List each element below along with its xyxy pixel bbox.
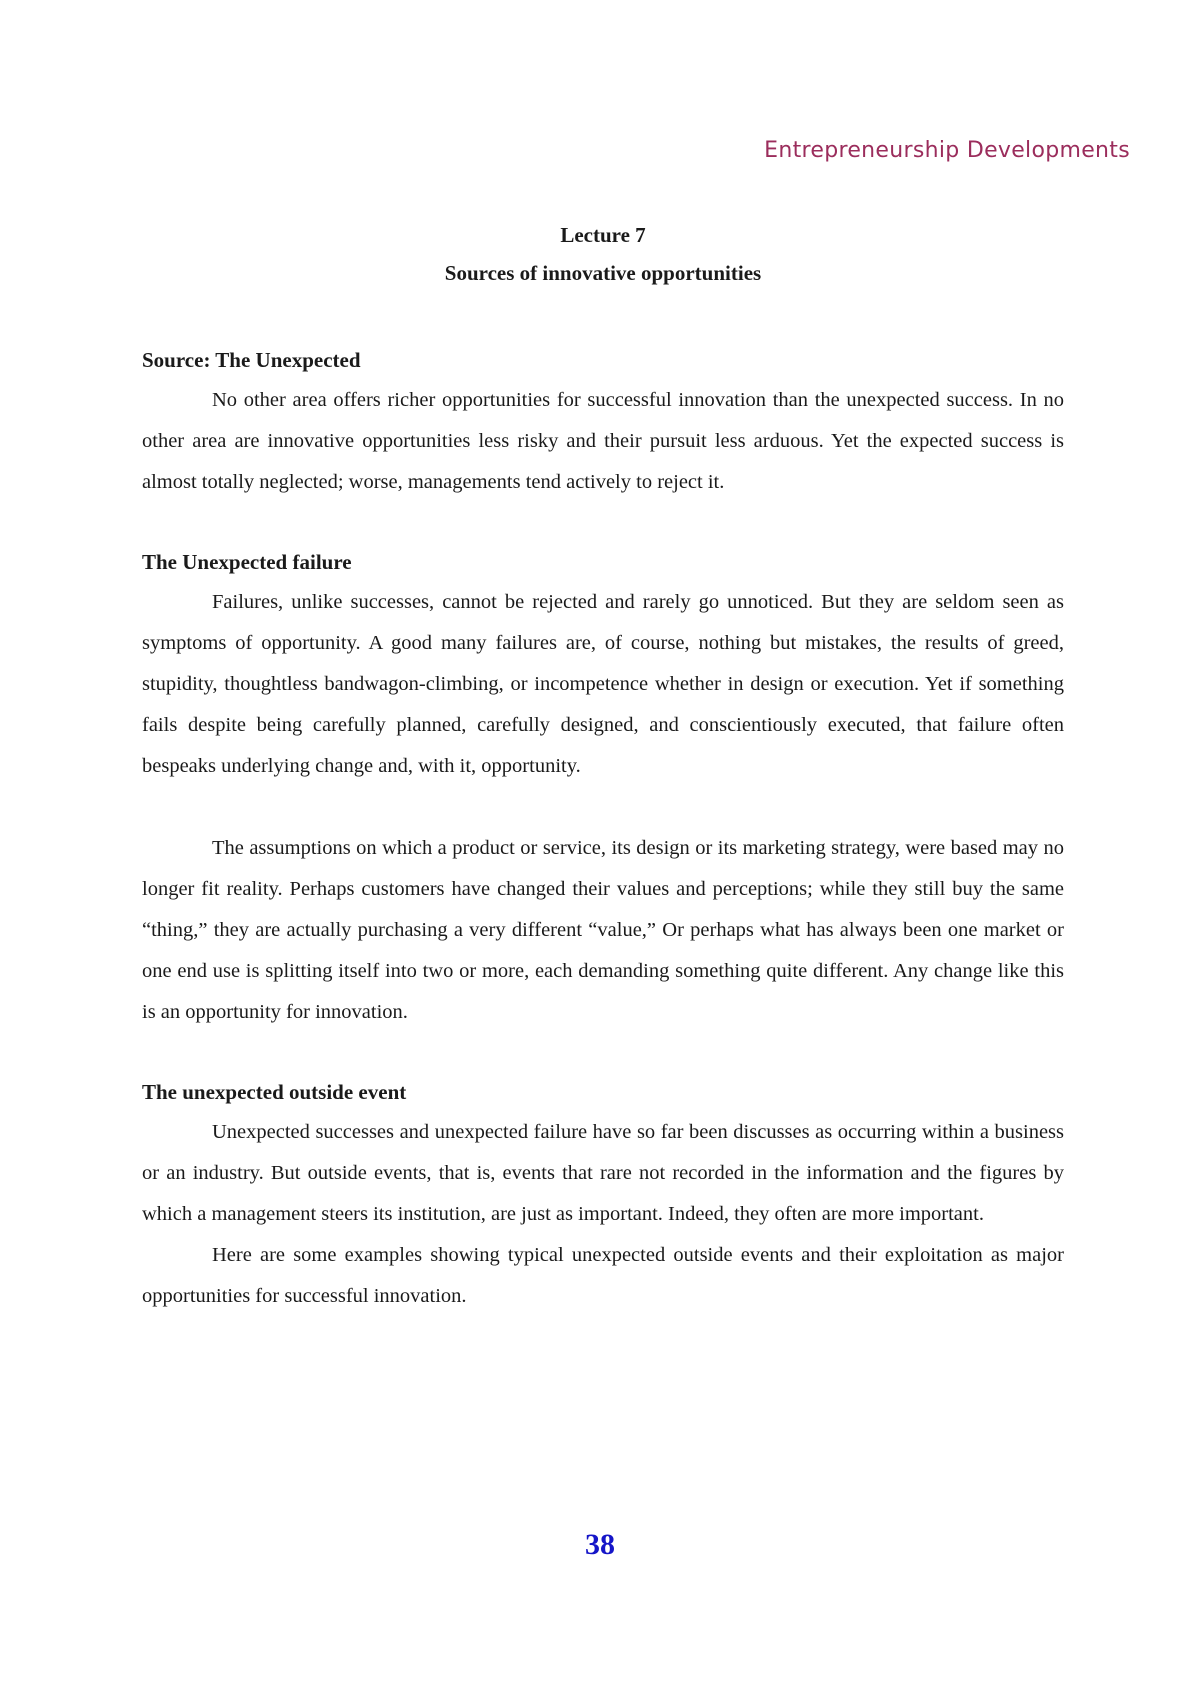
paragraph: No other area offers richer opportunities for successful innovation than the unexpected success. In no other area are innovative opportunities less risky and their pursuit less arduous. Yet the expected success is almost totally neglected; worse, managements tend actively to reject it. <box>142 389 1064 493</box>
section-heading: Source: The Unexpected <box>142 348 361 372</box>
section-heading: The Unexpected failure <box>142 550 352 575</box>
spacer <box>142 786 1064 828</box>
paragraph: Unexpected successes and unexpected failure have so far been discusses as occurring within a business or an industry. But outside events, that is, events that rare not recorded in the information and the figures by which a management steers its institution, are just as important. Indeed, they often are more important. <box>142 1121 1064 1225</box>
spacer <box>142 502 1064 542</box>
section-heading: The unexpected outside event <box>142 1080 407 1105</box>
section-unexpected <box>142 340 1064 502</box>
lecture-title: Sources of innovative opportunities <box>444 261 762 285</box>
paragraph: The assumptions on which a product or service, its design or its marketing strategy, were based may no longer fit reality. Perhaps customers have changed their values and perceptions; while they still buy the same “thing,” they are actually purchasing a very different “value,” Or perhaps what has always been one market or one end use is splitting itself into two or more, each demanding something quite different. Any change like this is an opportunity for innovation. <box>142 837 1064 1023</box>
paragraph: Here are some examples showing typical unexpected outside events and their exploitation as major opportunities for successful innovation. <box>142 1243 1064 1307</box>
page-number: 38 <box>585 1528 615 1561</box>
section-unexpected-outside-event <box>142 1072 1064 1316</box>
running-header: Entrepreneurship Developments <box>764 138 1130 163</box>
paragraph: Failures, unlike successes, cannot be rejected and rarely go unnoticed. But they are seldom seen as symptoms of opportunity. A good many failures are, of course, nothing but mistakes, the results of greed, stupidity, thoughtless bandwagon-climbing, or incompetence whether in design or execution. Yet if something fails despite being carefully planned, carefully designed, and conscientiously executed, that failure often bespeaks underlying change and, with it, opportunity. <box>142 591 1064 777</box>
page-content <box>142 216 1064 1316</box>
lecture-number: Lecture 7 <box>560 223 646 247</box>
spacer <box>142 1032 1064 1072</box>
section-unexpected-failure <box>142 542 1064 1032</box>
